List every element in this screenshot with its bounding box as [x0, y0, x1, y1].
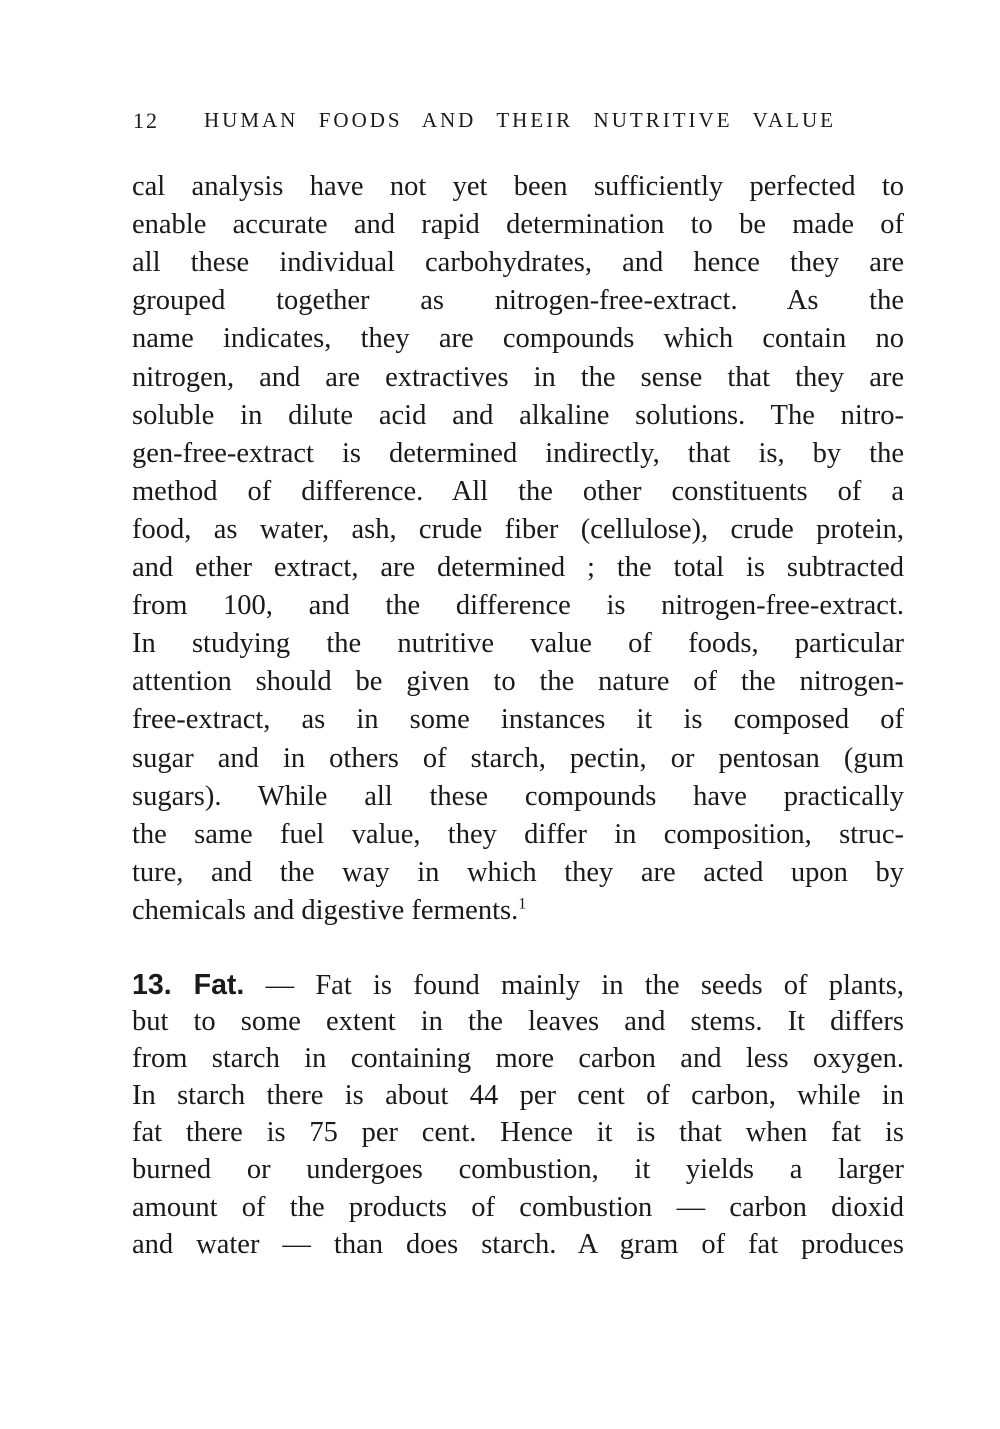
text-line — [132, 549, 904, 587]
text-line: but to some extent in the leaves and stems. It differs — [132, 1006, 904, 1037]
text-line: fat there is 75 per cent. Hence it is that when fat is — [132, 1117, 904, 1149]
text-line — [132, 244, 904, 282]
text-line — [132, 168, 904, 206]
text-line-content: gen-free-extract is determined indirectly, that is, by the — [132, 437, 904, 469]
text-line — [132, 511, 904, 549]
text-line — [132, 359, 904, 397]
section-number: 13. — [132, 969, 194, 1001]
text-line-content: ture, and the way in which they are acted upon by — [132, 856, 904, 888]
text-line — [132, 740, 904, 778]
text-line — [132, 473, 904, 511]
text-line — [132, 282, 904, 320]
text-line — [132, 966, 904, 1005]
text-line-content: chemicals and digestive ferments. — [132, 894, 519, 926]
text-line-content: all these individual carbohydrates, and hence they are — [132, 247, 904, 279]
text-line — [132, 320, 904, 358]
text-line — [132, 701, 904, 739]
text-line-content: grouped together as nitrogen-free-extract. As the — [132, 285, 904, 317]
text-line-content: free-extract, as in some instances it is composed of — [132, 704, 904, 736]
text-line-content: from 100, and the difference is nitrogen-free-extract. — [132, 590, 904, 622]
text-line-content: soluble in dilute acid and alkaline solutions. The nitro- — [132, 399, 904, 431]
section-title: Fat. — [193, 969, 245, 1001]
text-line — [132, 435, 904, 473]
text-line — [132, 816, 904, 854]
text-line — [132, 854, 904, 892]
text-line-content: nitrogen, and are extractives in the sense that they are — [132, 361, 904, 393]
text-line — [132, 625, 904, 663]
text-line-content: enable accurate and rapid determination to be made of — [132, 209, 904, 241]
text-line: In starch there is about 44 per cent of carbon, while in — [132, 1080, 904, 1112]
text-line-content: and ether extract, are determined ; the total is subtracted — [132, 552, 904, 583]
text-line — [132, 587, 904, 625]
text-line — [132, 397, 904, 435]
text-line-content: sugar and in others of starch, pectin, or pentosan (gum — [132, 742, 904, 774]
text-line-content: In studying the nutritive value of foods, particular — [132, 628, 904, 660]
text-line: and water — than does starch. A gram of fat produces — [132, 1228, 904, 1260]
footnote-marker: 1 — [518, 895, 527, 913]
text-line-content: — Fat is found mainly in the seeds of plants, — [244, 970, 904, 1001]
text-line — [132, 206, 904, 244]
running-title: HUMAN FOODS AND THEIR NUTRITIVE VALUE — [204, 108, 836, 132]
text-line-content: attention should be given to the nature of the nitrogen- — [132, 666, 904, 698]
text-line — [132, 778, 904, 816]
text-line-content: sugars). While all these compounds have practically — [132, 780, 904, 812]
text-line-content: the same fuel value, they differ in composition, struc- — [132, 818, 904, 850]
text-line-content: food, as water, ash, crude fiber (cellulose), crude protein, — [132, 513, 904, 545]
text-line-content: method of difference. All the other constituents of a — [132, 475, 904, 507]
text-line: amount of the products of combustion — carbon dioxid — [132, 1191, 904, 1223]
text-line: from starch in containing more carbon and less oxygen. — [132, 1043, 904, 1075]
text-line-content: name indicates, they are compounds which contain no — [132, 323, 904, 355]
text-line: burned or undergoes combustion, it yields a larger — [132, 1154, 904, 1186]
page-number: 12 — [133, 108, 159, 133]
text-line — [132, 663, 904, 701]
text-line-content: cal analysis have not yet been sufficiently perfected to — [132, 171, 904, 202]
text-line — [132, 892, 904, 930]
